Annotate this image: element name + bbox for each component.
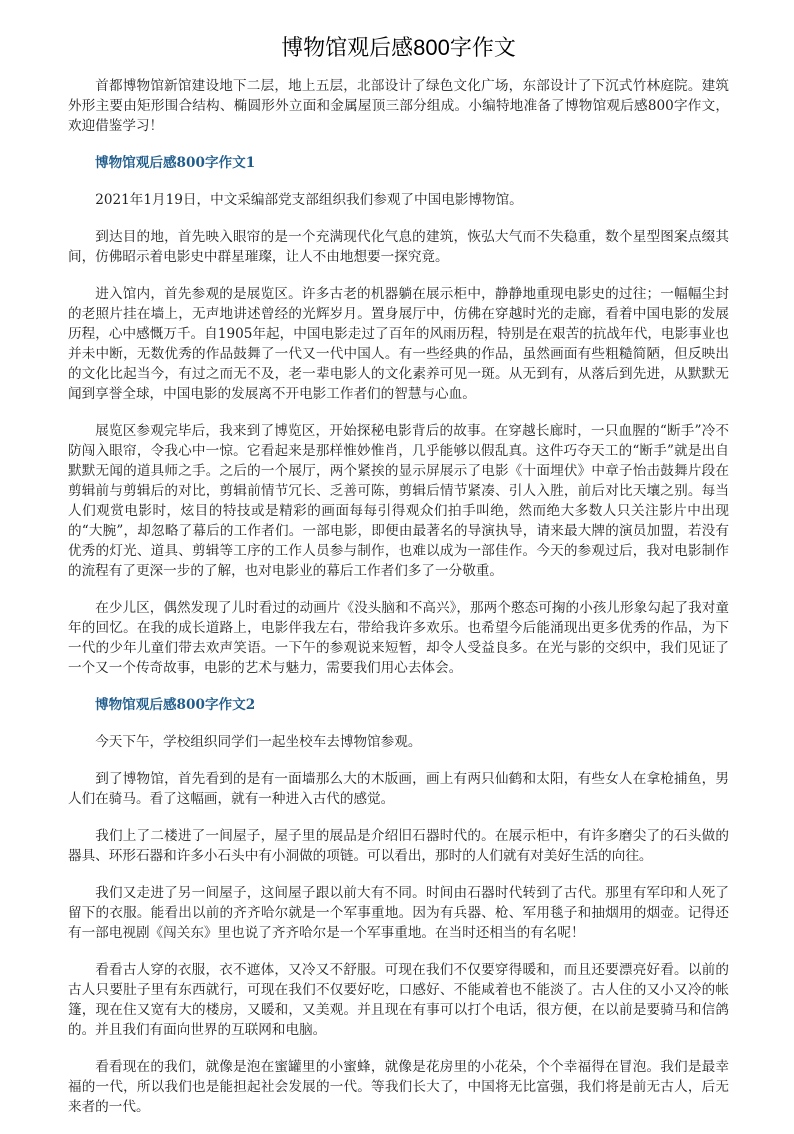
essay-1-heading: 博物馆观后感800字作文1 [95, 155, 256, 171]
paragraph: 我们上了二楼进了一间屋子，屋子里的展品是介绍旧石器时代的。在展示柜中，有许多磨尖了的石头做的器具、环形石器和许多小石头中有小洞做的项链。可以看出，那时的人们就有对美好生活的向往。 [68, 828, 729, 864]
paragraph: 到了博物馆，首先看到的是有一面墙那么大的木版画，画上有两只仙鹤和太阳，有些女人在拿枪捕鱼，男人们在骑马。看了这幅画，就有一种进入古代的感觉。 [68, 771, 729, 807]
paragraph: 今天下午，学校组织同学们一起坐校车去博物馆参观。 [95, 734, 422, 750]
document-title: 博物馆观后感800字作文 [281, 35, 516, 60]
paragraph: 在少儿区，偶然发现了儿时看过的动画片《没头脑和不高兴》，那两个憨态可掬的小孩儿形象勾起了我对童年的回忆。在我的成长道路上，电影伴我左右，带给我许多欢乐。也希望今后能涌现出更多优秀的作品，为下一代的少年儿童们带去欢声笑语。一下午的参观说来短暂，却令人受益良多。在光与影的交织中，我们见证了一个又一个传奇故事，电影的艺术与魅力，需要我们用心去体会。 [68, 600, 729, 676]
document-page [68, 34, 729, 1134]
paragraph: 看看现在的我们，就像是泡在蜜罐里的小蜜蜂，就像是花房里的小花朵，个个幸福得在冒泡。我们是最幸福的一代，所以我们也是能担起社会发展的一代。等我们长大了，中国将无比富强，我们将是前无古人，后无来者的一代。 [68, 1059, 729, 1115]
paragraph: 到达目的地，首先映入眼帘的是一个充满现代化气息的建筑，恢弘大气而不失稳重，数个星型图案点缀其间，仿佛昭示着电影史中群星璀璨，让人不由地想要一探究竟。 [68, 229, 729, 265]
paragraph: 进入馆内，首先参观的是展览区。许多古老的机器躺在展示柜中，静静地重现电影史的过往；一幅幅尘封的老照片挂在墙上，无声地讲述曾经的光辉岁月。置身展厅中，仿佛在穿越时光的走廊，看着中国电影的发展历程，心中感慨万千。自1905年起，中国电影走过了百年的风雨历程，特别是在艰苦的抗战年代，电影事业也并未中断，无数优秀的作品鼓舞了一代又一代中国人。有一些经典的作品，虽然画面有些粗糙简陋，但反映出的文化比起当今，有过之而无不及，老一辈电影人的文化素养可见一斑。从无到有，从落后到先进，从默默无闻到享誉全球，中国电影的发展离不开电影工作者们的智慧与心血。 [68, 286, 729, 402]
paragraph: 2021年1月19日，中文采编部党支部组织我们参观了中国电影博物馆。 [95, 192, 523, 208]
paragraph: 展览区参观完毕后，我来到了博览区，开始探秘电影背后的故事。在穿越长廊时，一只血腥的“断手”冷不防闯入眼帘，令我心中一惊。它看起来是那样惟妙惟肖，几乎能够以假乱真。这件巧夺天工的“断手”就是出自默默无闻的道具师之手。之后的一个展厅，两个紧挨的显示屏展示了电影《十面埋伏》中章子怡击鼓舞片段在剪辑前与剪辑后的对比，剪辑前情节冗长、乏善可陈，剪辑后情节紧凑、引人入胜，前后对比天壤之别。每当人们观赏电影时，炫目的特技或是精彩的画面每每引得观众们拍手叫绝，然而绝大多数人只关注影片中出现的“大腕”，却忽略了幕后的工作者们。一部电影，即便由最著名的导演执导，请来最大牌的演员加盟，若没有优秀的灯光、道具、剪辑等工序的工作人员参与制作，也难以成为一部佳作。今天的参观过后，我对电影制作的流程有了更深一步的了解，也对电影业的幕后工作者们多了一分敬重。 [68, 423, 729, 579]
intro-paragraph: 首都博物馆新馆建设地下二层，地上五层，北部设计了绿色文化广场，东部设计了下沉式竹林庭院。建筑外形主要由矩形围合结构、椭圆形外立面和金属屋顶三部分组成。小编特地准备了博物馆观后感800字作文，欢迎借鉴学习！ [68, 78, 729, 134]
paragraph: 看看古人穿的衣服，衣不遮体，又冷又不舒服。可现在我们不仅要穿得暖和，而且还要漂亮好看。以前的古人只要肚子里有东西就行，可现在我们不仅要好吃，口感好、不能咸着也不能淡了。古人住的又小又冷的帐篷，现在住又宽有大的楼房，又暖和，又美观。并且现在有事可以打个电话，很方便，在以前是要骑马和信鸽的。并且我们有面向世界的互联网和电脑。 [68, 962, 729, 1038]
paragraph: 我们又走进了另一间屋子，这间屋子跟以前大有不同。时间由石器时代转到了古代。那里有军印和人死了留下的衣服。能看出以前的齐齐哈尔就是一个军事重地。因为有兵器、枪、军用毯子和抽烟用的烟壶。记得还有一部电视剧《闯关东》里也说了齐齐哈尔是一个军事重地。在当时还相当的有名呢！ [68, 885, 729, 941]
essay-2-heading: 博物馆观后感800字作文2 [95, 697, 256, 713]
